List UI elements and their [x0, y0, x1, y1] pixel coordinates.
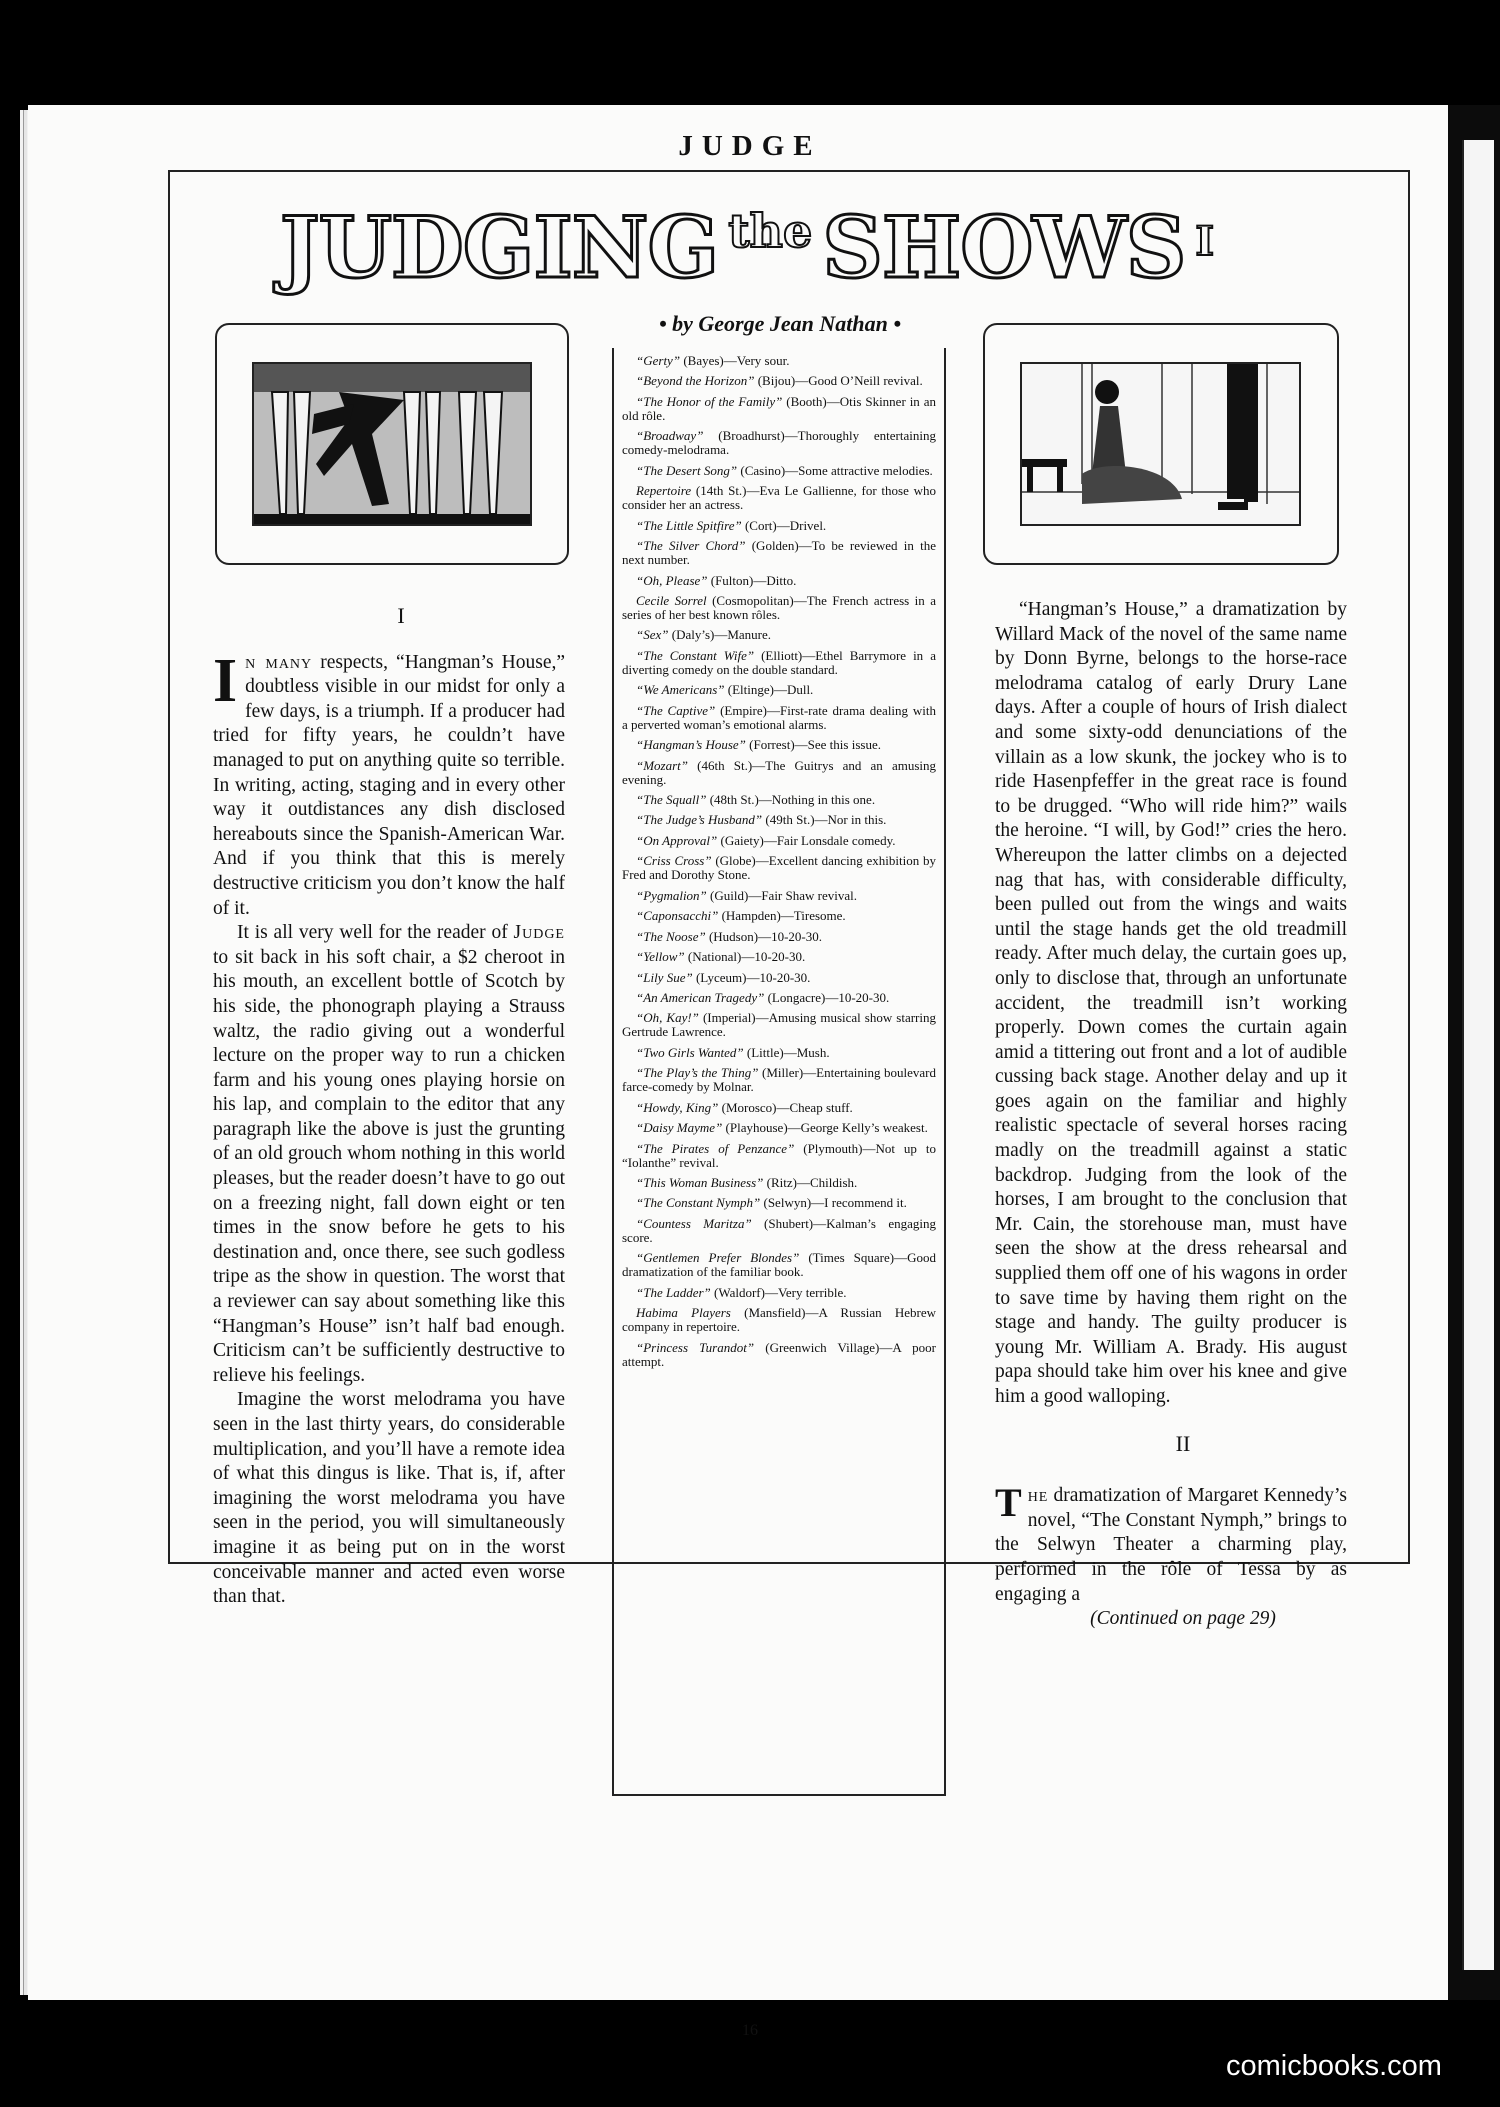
show-review: (National)—10-20-30. [684, 949, 806, 965]
show-title: “Gentlemen Prefer Blondes” [636, 1250, 800, 1266]
byline [595, 311, 965, 337]
show-title: “The Constant Wife” [636, 647, 755, 663]
show-listing-item [622, 649, 936, 677]
show-review: (Greenwich Village)—A poor attempt. [622, 1339, 936, 1369]
show-title: “The Desert Song” [636, 462, 738, 478]
show-listing-item [622, 1101, 936, 1115]
paragraph-1-text: respects, “Hangman’s House,” doubtless visible in our midst for only a few days, is a triumph. If a producer had tried for fifty years, he couldn’t have managed to put on anything quite so terrible. In writing, acting, staging and in every other way it outdistances any dish disclosed hereabouts since the Spanish-American War. And if you think that this is merely destructive criticism you don’t know the half of it. [213, 651, 566, 919]
show-review: (46th St.)—The Guitrys and an amusing evening. [622, 757, 936, 787]
show-title: “The Noose” [636, 928, 706, 944]
show-title: “The Ladder” [636, 1284, 711, 1300]
show-listings [622, 354, 936, 1369]
show-listing-item [622, 464, 936, 478]
show-title: “Sex” [636, 627, 669, 643]
show-review: (Waldorf)—Very terrible. [710, 1284, 847, 1300]
show-title: “Pygmalion” [636, 887, 707, 903]
show-listing-item [622, 1046, 936, 1060]
show-listing-item [622, 484, 936, 512]
magazine-mention: Judge [513, 922, 565, 944]
show-title: “The Little Spitfire” [636, 517, 742, 533]
show-review: (Booth)—Otis Skinner in an old rôle. [622, 393, 936, 423]
show-title: “Daisy Mayme” [636, 1120, 723, 1136]
right-paragraph-2: The dramatization of Margaret Kennedy’s novel, “The Constant Nymph,” brings to the Selwyn Theater a charming play, performed in the rôle of Tessa by as engaging a [995, 1480, 1347, 1605]
dropcap-t: T [995, 1480, 1022, 1526]
left-column [213, 604, 565, 1610]
show-listing-item [622, 1286, 936, 1300]
show-title: “The Judge’s Husband” [636, 812, 763, 828]
show-listing-item [622, 1217, 936, 1245]
title-ornament: I [1195, 218, 1215, 265]
show-review: (Cosmopolitan)—The French actress in a series of her best known rôles. [622, 592, 936, 622]
show-title: “Two Girls Wanted” [636, 1044, 744, 1060]
show-title: “The Constant Nymph” [636, 1195, 761, 1211]
show-title: “The Pirates of Penzance” [636, 1140, 795, 1156]
paragraph-1-lead: n many [245, 651, 313, 673]
show-review: (Fulton)—Ditto. [707, 572, 797, 588]
stage-scene-illustration [983, 323, 1339, 565]
show-title: “The Silver Chord” [636, 538, 746, 554]
show-listings-column [612, 348, 946, 1796]
show-review: (Plymouth)—Not up to “Iolanthe” revival. [622, 1140, 936, 1170]
show-review: (Forrest)—See this issue. [745, 737, 881, 753]
show-title: “Countess Maritza” [636, 1215, 752, 1231]
show-review: (Gaiety)—Fair Lonsdale comedy. [717, 832, 896, 848]
show-listing-item [622, 1011, 936, 1039]
show-title: “Oh, Please” [636, 572, 708, 588]
show-title: “The Squall” [636, 792, 707, 807]
paragraph-2: It is all very well for the reader of Judge to sit back in his soft chair, a $2 cheroot in his mouth, an excellent bottle of Scotch by his side, the phonograph playing a Strauss waltz, the radio giving out a wonderful lecture on the proper way to run a chicken farm and his young ones playing horsie on his lap, and complain to the editor that any paragraph like the above is just the grunting of an old grouch whom nothing in this world pleases, but the reader doesn’t have to go out on a freezing night, fall down eight or ten times in the snow before he gets to his destination and, once there, see such godless tripe as the show in question. The worst that a reviewer can say about something like this “Hangman’s House” isn’t half bad enough. Criticism can’t be sufficiently destructive to relieve his feelings. [213, 922, 565, 1386]
title-word-shows: SHOWS [822, 198, 1186, 297]
show-title: “The Honor of the Family” [636, 393, 783, 409]
right-column [995, 598, 1347, 1632]
show-listing-item [622, 738, 936, 752]
show-title: “The Captive” [636, 702, 716, 718]
show-listing-item [622, 1341, 936, 1369]
show-listing-item [622, 834, 936, 848]
show-title: “Beyond the Horizon” [636, 373, 755, 389]
paragraph-3: Imagine the worst melodrama you have seen in the last thirty years, do considerable multiplication, and you’ll have a remote idea of what this dingus is like. That is, if, after imagining the worst melodrama you have seen in the period, you will simultaneously imagine it as being put on in the worst conceivable manner and acted even worse than that. [213, 1389, 565, 1608]
show-title: “Criss Cross” [636, 853, 712, 869]
show-review: (Daly’s)—Manure. [668, 627, 772, 643]
show-title: “This Woman Business” [636, 1175, 764, 1190]
right-paragraph-2-lead: he [1027, 1485, 1049, 1507]
show-title: Cecile Sorrel [636, 592, 707, 608]
show-title: “We Americans” [636, 682, 725, 698]
dancers-legs-icon [254, 364, 530, 524]
show-listing-item [622, 574, 936, 588]
dancers-illustration [215, 323, 569, 565]
show-review: (48th St.)—Nothing in this one. [706, 792, 876, 807]
show-title: “Princess Turandot” [636, 1339, 755, 1355]
show-review: (Ritz)—Childish. [763, 1175, 858, 1190]
show-listing-item [622, 395, 936, 423]
magazine-name: JUDGE [678, 130, 822, 162]
show-review: (Hudson)—10-20-30. [705, 928, 822, 944]
show-review: (Casino)—Some attractive melodies. [737, 462, 933, 478]
show-title: “Lily Sue” [636, 969, 693, 985]
show-listing-item [622, 1196, 936, 1210]
paragraph-1 [213, 646, 566, 922]
show-title: “Gerty” [636, 353, 681, 368]
show-listing-item [622, 683, 936, 697]
show-listing-item [622, 539, 936, 567]
show-title: “On Approval” [636, 832, 718, 848]
show-review: (Morosco)—Cheap stuff. [718, 1099, 853, 1115]
show-listing-item [622, 519, 936, 533]
show-review: (14th St.)—Eva Le Gallienne, for those who consider her an actress. [622, 483, 936, 513]
show-review: (Selwyn)—I recommend it. [760, 1195, 907, 1211]
show-listing-item [622, 909, 936, 923]
dropcap-i: I [213, 646, 238, 715]
show-review: (Bayes)—Very sour. [680, 353, 790, 368]
show-title: “An American Tragedy” [636, 989, 765, 1005]
show-review: (Eltinge)—Dull. [724, 682, 814, 698]
show-listing-item [622, 628, 936, 642]
show-review: (Broadhurst)—Thoroughly entertaining comedy-melodrama. [622, 428, 936, 458]
show-title: “Howdy, King” [636, 1099, 719, 1115]
show-review: (Hampden)—Tiresome. [718, 908, 846, 924]
page-number: 16 [742, 2022, 758, 2039]
show-title: “Mozart” [636, 757, 689, 773]
show-review: (Guild)—Fair Shaw revival. [706, 887, 857, 903]
show-title: “Yellow” [636, 949, 685, 965]
byline-dot-right-icon: • [887, 311, 902, 336]
show-listing-item [622, 930, 936, 944]
show-review: (Imperial)—Amusing musical show starring Gertrude Lawrence. [622, 1010, 936, 1040]
show-listing-item [622, 991, 936, 1005]
show-title: “The Play’s the Thing” [636, 1065, 759, 1081]
facing-page-edge [1448, 105, 1500, 2000]
show-review: (Shubert)—Kalman’s engaging score. [622, 1215, 936, 1245]
show-review: (Playhouse)—George Kelly’s weakest. [722, 1120, 928, 1136]
show-listing-item [622, 1176, 936, 1190]
title-word-judging: JUDGING [279, 198, 719, 297]
show-review: (Empire)—First-rate drama dealing with a perverted woman’s emotional alarms. [622, 702, 936, 732]
show-review: (Lyceum)—10-20-30. [692, 969, 811, 985]
show-listing-item [622, 374, 936, 388]
show-review: (Times Square)—Good dramatization of the familiar book. [622, 1250, 936, 1280]
show-review: (Mansfield)—A Russian Hebrew company in repertoire. [622, 1305, 936, 1335]
show-review: (Cort)—Drivel. [741, 517, 827, 533]
show-title: “Broadway” [636, 428, 704, 444]
show-listing-item [622, 950, 936, 964]
show-listing-item [622, 971, 936, 985]
show-review: (Elliott)—Ethel Barrymore in a diverting comedy on the double standard. [622, 647, 936, 677]
show-review: (49th St.)—Nor in this. [762, 812, 887, 828]
show-listing-item [622, 429, 936, 457]
show-listing-item [622, 354, 936, 368]
byline-dot-left-icon: • [658, 311, 673, 336]
byline-text: by George Jean Nathan [672, 311, 888, 336]
show-review: (Little)—Mush. [743, 1044, 830, 1060]
show-listing-item [622, 813, 936, 827]
show-review: (Miller)—Entertaining boulevard farce-comedy by Molnar. [622, 1065, 936, 1095]
continued-note: (Continued on page 29) [1090, 1608, 1276, 1630]
show-review: (Bijou)—Good O’Neill revival. [754, 373, 923, 389]
show-listing-item [622, 1306, 936, 1334]
watermark: comicbooks.com [1226, 2050, 1442, 2082]
show-listing-item [622, 854, 936, 882]
show-listing-item [622, 1066, 936, 1094]
show-review: (Longacre)—10-20-30. [764, 989, 890, 1005]
show-listing-item [622, 594, 936, 622]
show-review: (Golden)—To be reviewed in the next number. [622, 538, 937, 568]
article-title [0, 198, 1500, 297]
show-title: Habima Players [636, 1305, 731, 1321]
show-listing-item [622, 793, 936, 807]
stage-scene-icon [1022, 364, 1299, 524]
show-title: “Oh, Kay!” [636, 1010, 699, 1026]
show-listing-item [622, 704, 936, 732]
show-listing-item [622, 889, 936, 903]
show-listing-item [622, 1121, 936, 1135]
show-review: (Globe)—Excellent dancing exhibition by Fred and Dorothy Stone. [622, 853, 936, 883]
show-title: “Hangman’s House” [636, 737, 746, 753]
show-listing-item [622, 1251, 936, 1279]
show-listing-item [622, 759, 936, 787]
section-number-one: I [397, 603, 405, 628]
show-listing-item [622, 1142, 936, 1170]
section-number-two: II [1175, 1430, 1191, 1456]
right-paragraph-1: “Hangman’s House,” a dramatization by Willard Mack of the novel of the same name by Donn Byrne, belongs to the horse-race melodrama catalog of early Drury Lane days. After a couple of hours of Irish dialect and some sixty-odd denunciations of the villain as a low skunk, the jockey who is to ride Hasenpfeffer in the great race is found to be drugged. “Who will ride him?” wails the heroine. “I will, by God!” cries the hero. Whereupon the latter climbs on a dejected nag that has, with considerable difficulty, been pulled out from the wings and waits until the stage hands get the old treadmill ready. After much delay, the curtain goes up, only to disclose that, through an unfortunate accident, the treadmill isn’t working properly. Down comes the curtain again amid a tittering out front and a lot of audible cussing back stage. Another delay and up it goes again on the familiar and highly realistic spectacle of several horses racing madly on the treadmill against a static backdrop. Judging from the look of the horses, I am brought to the conclusion that Mr. Cain, the storehouse man, must have seen the show at the dress rehearsal and supplied them off one of his wagons in order to save time by having them right on the stage and handy. The guilty producer is young Mr. William A. Brady. His august papa should take him over his knee and give him a good walloping. [995, 599, 1347, 1407]
show-title: Repertoire [636, 483, 692, 499]
show-title: “Caponsacchi” [636, 908, 719, 924]
title-word-the: the [728, 204, 813, 258]
